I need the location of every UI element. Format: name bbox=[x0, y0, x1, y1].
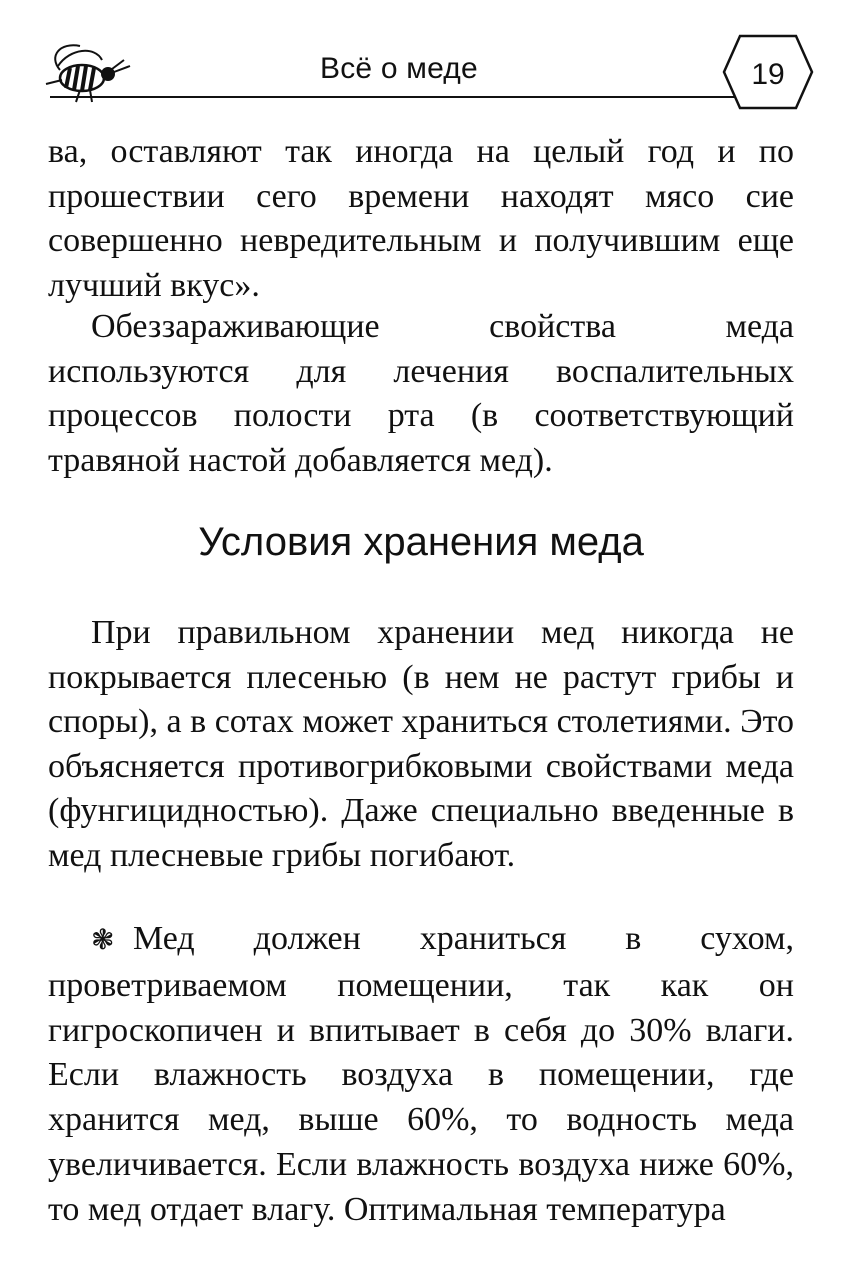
paragraph-text: ва, оставляют так иногда на целый год и по прошествии сего времени находят мясо сие совершенно невредительным и получившим еще лучший вкус». bbox=[48, 133, 794, 304]
header-rule bbox=[50, 96, 764, 98]
bullet-paragraph bbox=[48, 917, 794, 1233]
bee-icon bbox=[40, 36, 140, 104]
paragraph-continuation bbox=[48, 130, 794, 308]
page-number-badge bbox=[722, 32, 814, 112]
page-header bbox=[40, 30, 820, 110]
running-title: Всё о меде bbox=[320, 52, 478, 85]
paragraph bbox=[48, 305, 794, 483]
paragraph-text: Обеззараживающие свойства меда используются для лечения воспалительных процессов полости рта (в соответствующий травяной настой добавляется мед). bbox=[48, 308, 794, 479]
paragraph-text: Мед должен храниться в сухом, проветриваемом помещении, так как он гигроскопичен и впитывает в себя до 30% влаги. Если влажность воздуха в помещении, где хранится мед, выше 60%, то водность меда увеличивается. Если влажность воздуха ниже 60%, то мед отдает влагу. Оптимальная температура bbox=[48, 920, 794, 1228]
page-number: 19 bbox=[751, 58, 785, 91]
section-heading: Условия хранения меда bbox=[198, 520, 644, 564]
paragraph bbox=[48, 611, 794, 879]
paragraph-text: При правильном хранении мед никогда не покрывается плесенью (в нем не растут грибы и споры), а в сотах может храниться столетиями. Это объясняется противогрибковыми свойствами меда (фунгицидностью). Даже специально введенные в мед плесневые грибы погибают. bbox=[48, 614, 794, 874]
flower-icon: ❃ bbox=[91, 925, 115, 956]
